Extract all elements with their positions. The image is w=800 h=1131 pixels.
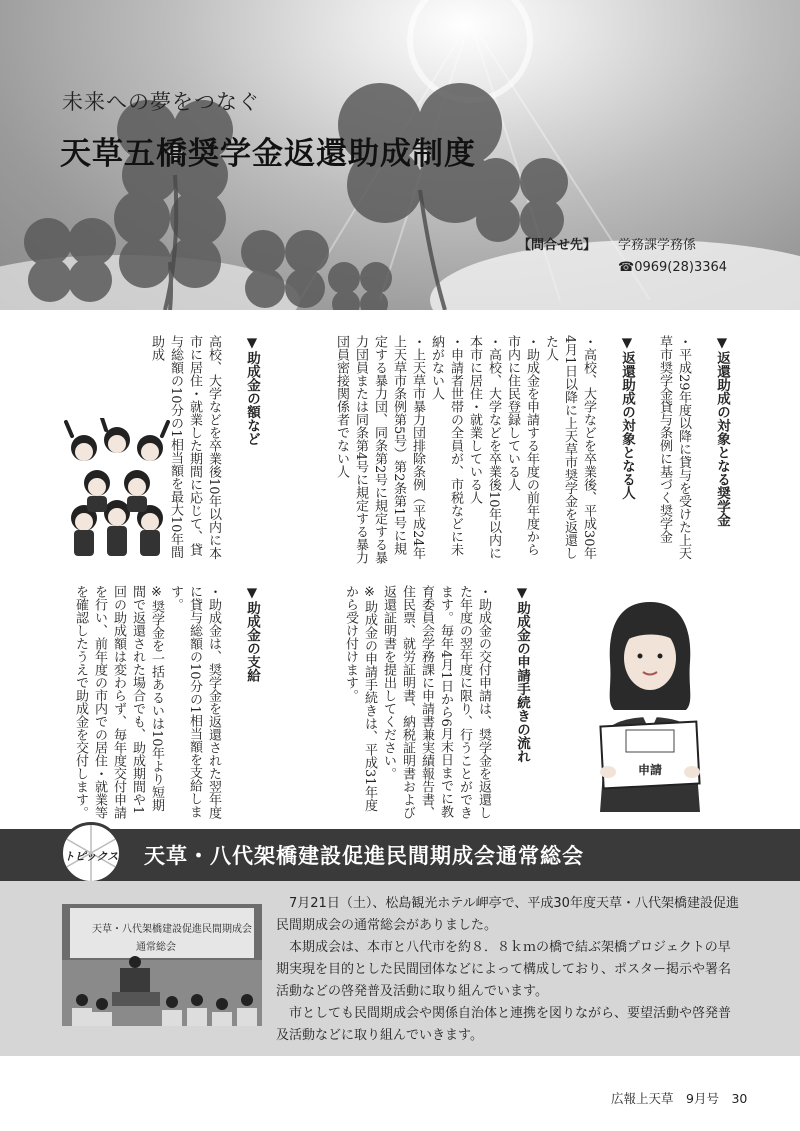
article-paragraph-3: 市としても民間期成会や関係自治体と連携を図りながら、要望活動や啓発普及活動などに取り組んでいきます。	[276, 1006, 732, 1043]
amount-column	[149, 335, 280, 565]
text-procedure: ・助成金の交付申請は、奨学金を返還した年度の翌年度に限り、行うことができます。毎年4月1日から6月末日までに教育委員会学務課に申請書兼実績報告書、住民票、就労証明書、納税証明書および返還証明書を提出してください。 ※助成金の申請手続きは、平成31年度から受け付けます。	[343, 585, 491, 819]
meeting-scene	[62, 904, 262, 1026]
meeting-photo	[62, 904, 262, 1026]
photo-banner-sub: 通常総会	[136, 942, 176, 953]
heading-eligible-scholarship: ▼返還助成の対象となる奨学金	[714, 335, 730, 527]
eligibility-column	[334, 335, 750, 565]
page-footer: 広報上天草 9月号 30	[611, 1091, 748, 1106]
header-banner	[0, 0, 800, 310]
topics-badge-label: トピックス	[63, 850, 119, 863]
graduates-illustration	[62, 418, 172, 558]
text-payment: ・助成金は、奨学金を返還された翌年度に貸与総額の10分の1相当額を支給します。 ※奨学金を一括あるいは10年より短期間で返還された場合でも、助成期間や1回の助成額は変わらず、毎年度交付申請を行い、前年度の市内での居住・就業等を確認したうえで助成金を交付します。	[73, 585, 221, 819]
page-subtitle: 未来への夢をつなぐ	[62, 90, 260, 114]
page-title: 天草五橋奨学金返還助成制度	[60, 136, 476, 172]
article-paragraph-1: 7月21日（土）、松島観光ホテル岬亭で、平成30年度天草・八代架橋建設促進民間期成会の通常総会がありました。	[276, 896, 739, 933]
topics-title: 天草・八代架橋建設促進民間期成会通常総会	[144, 844, 584, 868]
topics-article	[276, 893, 742, 1047]
procedure-column	[290, 585, 550, 820]
heading-amount: ▼助成金の額など	[244, 335, 260, 446]
contact-phone: ☎0969(28)3364	[618, 260, 728, 275]
text-amount: 高校、大学などを卒業後10年以内に本市に居住・就業した期間に応じて、貸与総額の10分の1相当額を最大10年間助成	[149, 335, 221, 560]
contact-department: 学務課学務係	[618, 238, 697, 253]
applicant-woman-illustration	[586, 592, 714, 812]
form-label: 申請	[637, 763, 663, 777]
heading-eligible-person: ▼返還助成の対象となる人	[619, 335, 635, 500]
text-eligible-person: ・高校、大学などを卒業後、平成30年4月1日以降に上天草市奨学金を返還した人 ・助成金を申請する年度の前年度から市内に住民登録している人 ・高校、大学などを卒業後10年以内に本市に居住・就業している人 ・申請者世帯の全員が、市税などに未納がない人 ・上天草市暴力団排除条例（平成24年上天草市条例第5号）第2条第1号に規定する暴力団、同条第2号に規定する暴力団員または同条第4号に規定する暴力団員密接関係者でない人	[334, 335, 596, 565]
heading-procedure: ▼助成金の申請手続きの流れ	[514, 585, 530, 763]
payment-column	[60, 585, 280, 820]
photo-banner-text: 天草・八代架橋建設促進民間期成会	[92, 924, 252, 935]
contact-label: 【問合せ先】	[518, 238, 597, 253]
topics-badge	[60, 822, 122, 884]
heading-payment: ▼助成金の支給	[244, 585, 260, 682]
text-eligible-scholarship: ・平成29年度以降に貸与を受けた上天草市奨学金貸与条例に基づく奨学金	[657, 335, 691, 560]
article-paragraph-2: 本期成会は、本市と八代市を約８．８ｋｍの橋で結ぶ架橋プロジェクトの早期実現を目的とした民間団体などによって構成しており、ポスター掲示や署名活動などの啓発普及活動に取り組んでいます。	[276, 940, 732, 999]
